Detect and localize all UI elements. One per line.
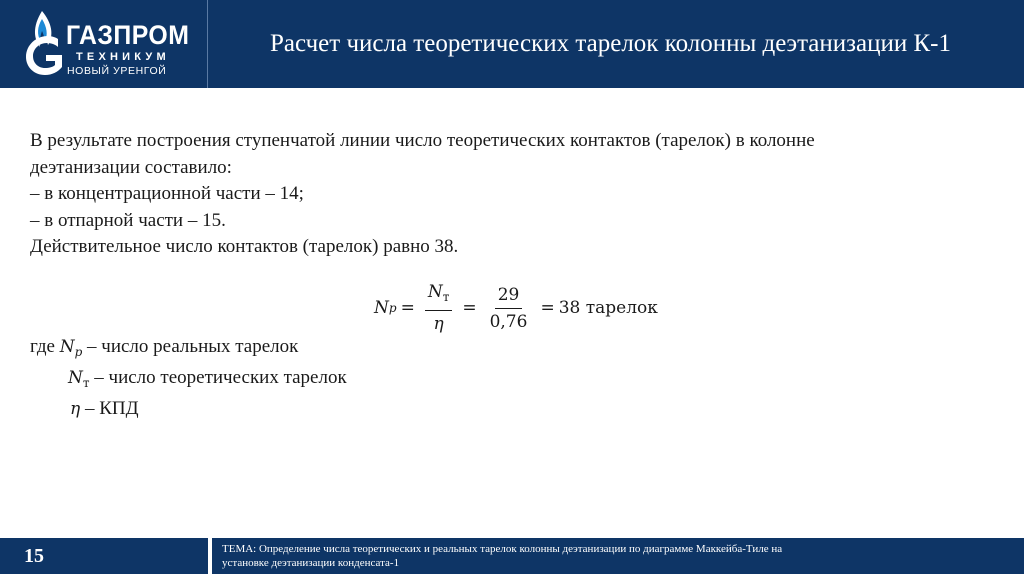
logo-subtitle: ТЕХНИКУМ [76,51,170,63]
page-number: 15 [24,545,44,567]
logo [0,0,208,88]
frac1-den: η [433,314,444,334]
header-bar [0,0,1024,88]
slide-title: Расчет числа теоретических тарелок колонны деэтанизации К-1 [270,30,952,57]
flame-logo-icon [18,9,64,77]
body-line: В результате построения ступенчатой линии число теоретических контактов (тарелок) в колонне [30,130,815,151]
formula-result: 38 [558,298,581,318]
formula-legend [30,334,347,422]
body-line: Действительное число контактов (тарелок) равно 38. [30,236,459,257]
logo-title: ГАЗПРОМ [66,20,190,50]
formula-lhs-var: N [374,298,389,318]
topic-line: установке деэтанизации конденсата-1 [222,557,400,569]
frac2-num: 29 [495,284,523,309]
body-line: – в концентрационной части – 14; [30,183,304,204]
frac1-num-sub: т [442,290,450,304]
legend-sub: т [82,376,90,390]
formula-eq: = [400,298,415,318]
frac2-den: 0,76 [489,311,528,332]
formula-fraction-2 [487,284,531,333]
legend-text: – число реальных тарелок [87,336,299,357]
legend-text: – КПД [84,398,139,419]
page-number-box [0,538,208,574]
legend-var: N [59,337,75,357]
logo-location: НОВЫЙ УРЕНГОЙ [67,65,167,77]
frac1-num-var: N [427,282,443,302]
body-text [30,128,990,261]
body-line: – в отпарной части – 15. [30,209,226,231]
legend-row [30,365,347,396]
formula [374,280,658,336]
formula-unit: тарелок [585,298,658,318]
formula-fraction-1 [425,281,453,335]
formula-eq: = [462,298,477,318]
formula-lhs-sub: p [388,301,397,315]
topic-line: ТЕМА: Определение числа теоретических и реальных тарелок колонны деэтанизации по диаграмме Маккейба-Тиле на [222,543,783,555]
footer [0,538,1024,574]
legend-row [30,396,347,422]
legend-sub: p [74,345,83,359]
legend-var: η [70,399,81,419]
legend-row [30,334,347,365]
body-line: деэтанизации составило: [30,156,232,178]
formula-eq: = [540,298,555,318]
topic-text [222,542,822,570]
legend-text: – число теоретических тарелок [94,367,347,388]
legend-var: N [68,368,83,388]
legend-prefix: где [30,336,55,357]
topic-box [212,538,1024,574]
